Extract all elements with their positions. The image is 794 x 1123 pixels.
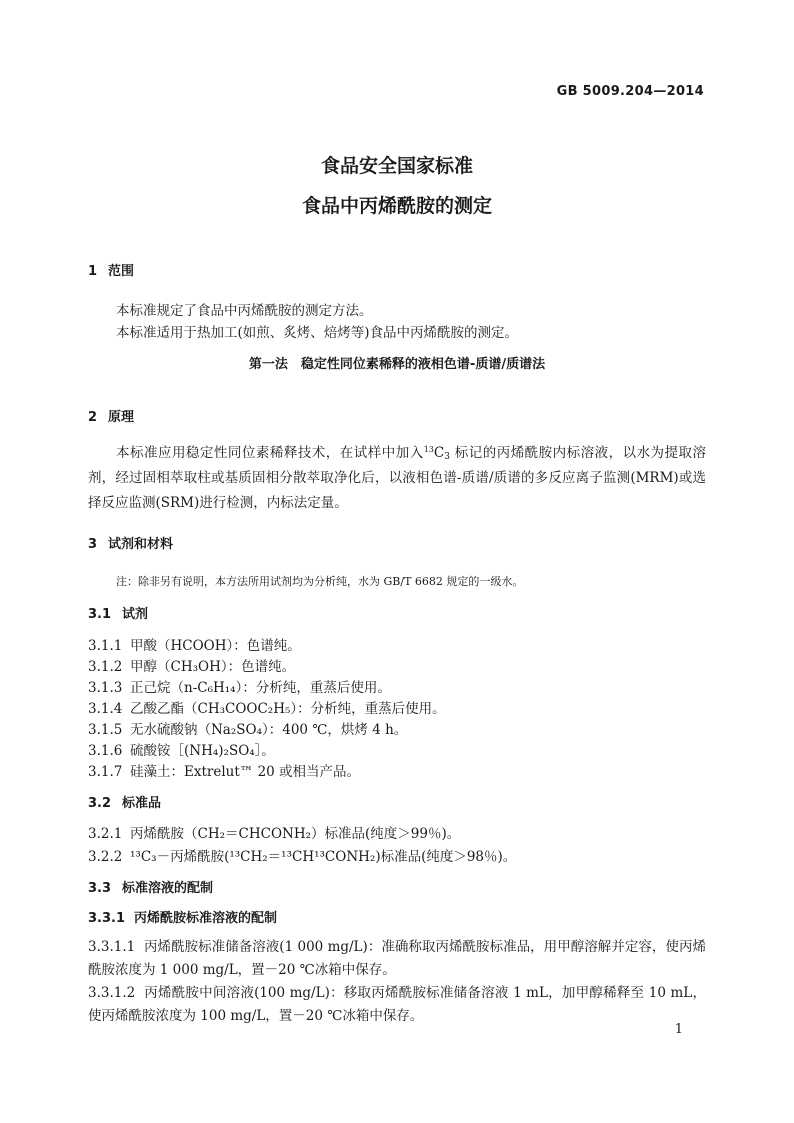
item-number: 3.2.2 — [88, 849, 123, 865]
section-heading-2 — [88, 406, 134, 425]
subsection-title: 丙烯酰胺标准溶液的配制 — [134, 911, 278, 926]
list-item — [88, 676, 391, 696]
item-text: 甲酸（HCOOH）：色谱纯。 — [130, 638, 301, 654]
item-text: 无水硫酸钠（Na₂SO₄）：400 ℃，烘烤 4 h。 — [130, 722, 408, 738]
subsection-number: 3.3 — [88, 881, 112, 896]
item-number: 3.2.1 — [88, 826, 123, 842]
paragraph: 本标准规定了食品中丙烯酰胺的测定方法。 — [116, 303, 373, 319]
section-title: 原理 — [108, 410, 135, 425]
subsection-title: 试剂 — [122, 607, 149, 622]
document-subtitle: 食品中丙烯酰胺的测定 — [301, 195, 492, 217]
item-text: 丙烯酰胺标准储备溶液(1 000 mg/L)：准确称取丙烯酰胺标准品，用甲醇溶解并定容，使丙烯酰胺浓度为 1 000 mg/L，置－20 ℃冰箱中保存。 — [88, 939, 706, 978]
page-number: 1 — [674, 1022, 683, 1037]
subsection-heading-3-3 — [88, 877, 213, 896]
superscript: 13 — [423, 445, 434, 454]
section-title: 范围 — [108, 264, 135, 279]
item-text: 丙烯酰胺中间溶液(100 mg/L)：移取丙烯酰胺标准储备溶液 1 mL，加甲醇稀释至 10 mL，使丙烯酰胺浓度为 100 mg/L，置－20 ℃冰箱中保存。 — [88, 985, 706, 1024]
list-item — [88, 655, 295, 675]
paragraph: 本标准适用于热加工(如煎、炙烤、焙烤等)食品中丙烯酰胺的测定。 — [116, 325, 519, 341]
list-item — [88, 718, 407, 738]
item-number: 3.3.1.1 — [88, 939, 136, 955]
item-text: 硫酸铵［(NH₄)₂SO₄］。 — [130, 743, 275, 759]
item-number: 3.3.1.2 — [88, 985, 136, 1001]
subsection-heading-3-2 — [88, 792, 161, 811]
item-text: 硅藻土：Extrelut™ 20 或相当产品。 — [130, 764, 361, 780]
item-number: 3.1.1 — [88, 638, 123, 654]
item-number: 3.1.4 — [88, 701, 123, 717]
item-number: 3.1.7 — [88, 764, 123, 780]
principle-paragraph — [88, 441, 706, 516]
note: 注：除非另有说明，本方法所用试剂均为分析纯，水为 GB/T 6682 规定的一级水。 — [116, 575, 524, 588]
text-run: 标记的丙烯酰胺内标溶液，以水为提取溶剂，经过固相萃取柱或基质固相分散萃取净化后，以液相色谱-质谱/质谱的多反应离子监测(MRM)或选择反应监测(SRM)进行检测，内标法定量。 — [88, 445, 707, 511]
section-number: 3 — [88, 537, 98, 552]
item-number: 3.1.6 — [88, 743, 123, 759]
subscript: 3 — [444, 452, 450, 462]
text-run: C — [433, 445, 445, 461]
list-item — [88, 845, 516, 865]
list-item — [88, 739, 275, 759]
list-item — [88, 760, 360, 780]
item-number: 3.1.5 — [88, 722, 123, 738]
item-number: 3.1.3 — [88, 680, 123, 696]
item-text: 乙酸乙酯（CH₃COOC₂H₅）：分析纯，重蒸后使用。 — [130, 701, 446, 717]
list-item — [88, 822, 460, 842]
subsection-heading-3-1 — [88, 603, 148, 622]
text-run: 本标准应用稳定性同位素稀释技术，在试样中加入 — [116, 445, 424, 461]
list-item — [88, 936, 706, 982]
section-number: 1 — [88, 264, 98, 279]
item-text: ¹³C₃－丙烯酰胺(¹³CH₂＝¹³CH¹³CONH₂)标准品(纯度＞98％)。 — [130, 849, 517, 865]
list-item — [88, 982, 706, 1028]
item-number: 3.1.2 — [88, 659, 123, 675]
subsection-number: 3.3.1 — [88, 911, 126, 926]
item-text: 正己烷（n-C₆H₁₄）：分析纯，重蒸后使用。 — [130, 680, 391, 696]
list-item — [88, 634, 301, 654]
section-heading-1 — [88, 260, 134, 279]
subsection-title: 标准溶液的配制 — [122, 881, 214, 896]
section-title: 试剂和材料 — [108, 537, 174, 552]
item-text: 丙烯酰胺（CH₂＝CHCONH₂）标准品(纯度＞99％)。 — [130, 826, 461, 842]
item-text: 甲醇（CH₃OH）：色谱纯。 — [130, 659, 296, 675]
subsection-heading-3-3-1 — [88, 907, 277, 926]
section-heading-3 — [88, 533, 173, 552]
subsection-number: 3.1 — [88, 607, 112, 622]
subsection-number: 3.2 — [88, 796, 112, 811]
method-heading: 第一法 稳定性同位素稀释的液相色谱-质谱/质谱法 — [248, 357, 546, 372]
list-item — [88, 697, 446, 717]
section-number: 2 — [88, 410, 98, 425]
document-title: 食品安全国家标准 — [320, 155, 473, 177]
subsection-title: 标准品 — [122, 796, 162, 811]
standard-number: GB 5009.204—2014 — [556, 84, 704, 99]
